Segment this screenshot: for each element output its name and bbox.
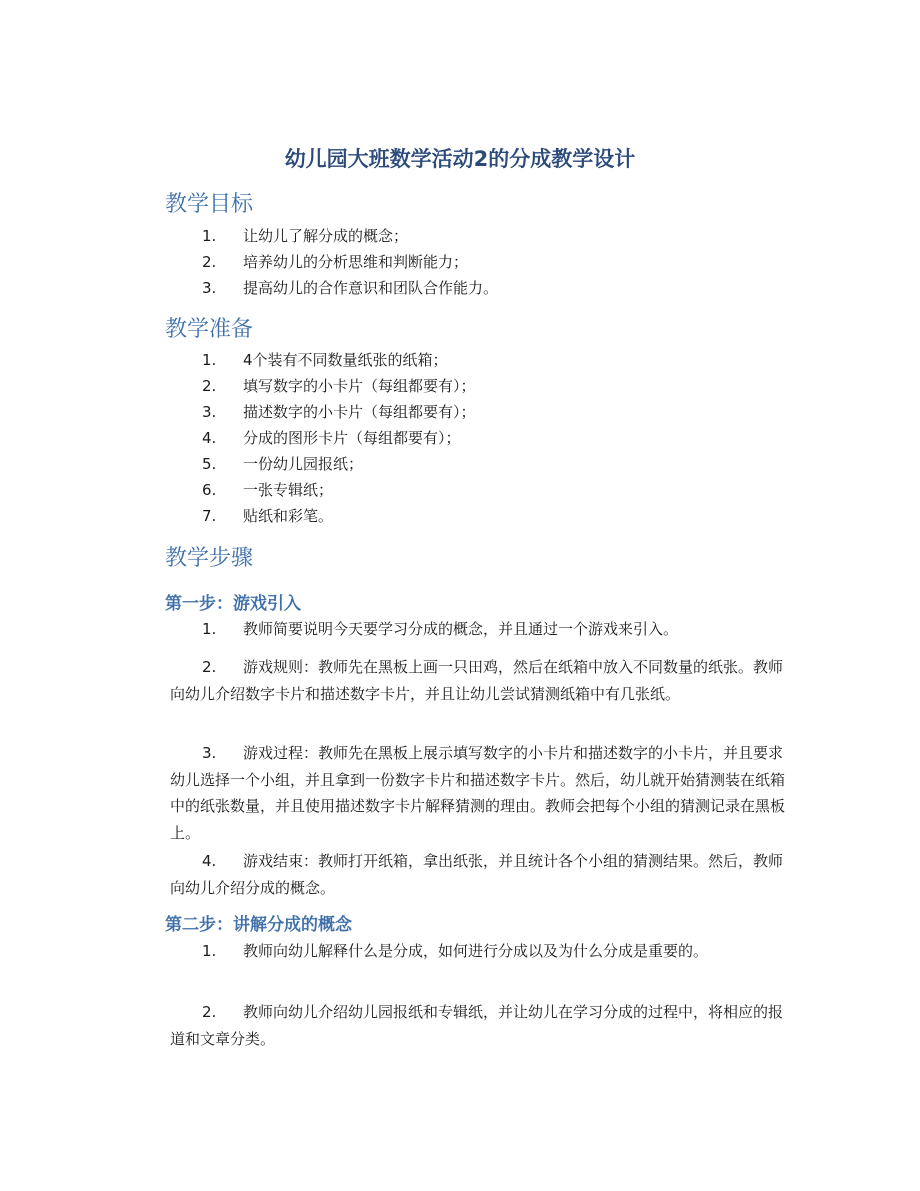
list-number: 2.: [202, 253, 217, 271]
list-item: [165, 478, 785, 502]
document-title: 幼儿园大班数学活动2的分成教学设计: [284, 147, 636, 171]
paragraph-text: 教师向幼儿介绍幼儿园报纸和专辑纸，并让幼儿在学习分成的过程中，将相应的报道和文章分类。: [170, 1003, 784, 1048]
heading-prep: 教学准备: [165, 317, 254, 342]
list-number: 7.: [202, 507, 217, 525]
list-number: 1.: [202, 620, 217, 638]
list-text: 一张专辑纸；: [243, 481, 334, 499]
list-number: 1.: [202, 942, 217, 960]
list-item: [165, 426, 785, 450]
list-number: 4.: [202, 429, 217, 447]
paragraph-item: [170, 999, 788, 1052]
list-number: 6.: [202, 481, 217, 499]
paragraph-item: [170, 616, 788, 643]
list-item: [165, 224, 785, 248]
list-number: 2.: [202, 1003, 217, 1021]
paragraph-item: [170, 848, 788, 901]
list-text: 描述数字的小卡片（每组都要有）；: [243, 403, 476, 421]
list-text: 4个装有不同数量纸张的纸箱；: [243, 351, 448, 369]
heading-goals: 教学目标: [165, 192, 254, 217]
list-number: 3.: [202, 279, 217, 297]
list-text: 贴纸和彩笔。: [243, 507, 334, 525]
list-item: [165, 504, 785, 528]
list-number: 3.: [202, 744, 217, 762]
heading-steps: 教学步骤: [165, 546, 254, 571]
list-number: 2.: [202, 658, 217, 676]
list-number: 3.: [202, 403, 217, 421]
list-item: [165, 374, 785, 398]
list-number: 1.: [202, 351, 217, 369]
list-text: 让幼儿了解分成的概念；: [243, 227, 409, 245]
list-number: 2.: [202, 377, 217, 395]
list-text: 提高幼儿的合作意识和团队合作能力。: [243, 279, 499, 297]
paragraph-item: [170, 740, 788, 846]
list-item: [165, 452, 785, 476]
paragraph-text: 游戏过程：教师先在黑板上展示填写数字的小卡片和描述数字的小卡片，并且要求幼儿选择一个小组，并且拿到一份数字卡片和描述数字卡片。然后，幼儿就开始猜测装在纸箱中的纸张数量，并且使用描述数字卡片解释猜测的理由。教师会把每个小组的猜测记录在黑板上。: [170, 744, 786, 842]
list-item: [165, 250, 785, 274]
list-text: 分成的图形卡片（每组都要有）；: [243, 429, 461, 447]
paragraph-text: 游戏结束：教师打开纸箱，拿出纸张，并且统计各个小组的猜测结果。然后，教师向幼儿介绍分成的概念。: [170, 852, 784, 897]
list-text: 填写数字的小卡片（每组都要有）；: [243, 377, 476, 395]
heading-step2: 第二步：讲解分成的概念: [165, 915, 352, 935]
list-number: 1.: [202, 227, 217, 245]
paragraph-text: 教师向幼儿解释什么是分成，如何进行分成以及为什么分成是重要的。: [243, 942, 709, 960]
list-item: [165, 348, 785, 372]
list-number: 4.: [202, 852, 217, 870]
paragraph-item: [170, 938, 788, 965]
list-text: 培养幼儿的分析思维和判断能力；: [243, 253, 469, 271]
paragraph-text: 教师简要说明今天要学习分成的概念，并且通过一个游戏来引入。: [243, 620, 679, 638]
paragraph-text: 游戏规则：教师先在黑板上画一只田鸡，然后在纸箱中放入不同数量的纸张。教师向幼儿介绍数字卡片和描述数字卡片，并且让幼儿尝试猜测纸箱中有几张纸。: [170, 658, 784, 703]
list-item: [165, 276, 785, 300]
list-number: 5.: [202, 455, 217, 473]
list-text: 一份幼儿园报纸；: [243, 455, 364, 473]
paragraph-item: [170, 654, 788, 707]
heading-step1: 第一步：游戏引入: [165, 594, 301, 614]
list-item: [165, 400, 785, 424]
